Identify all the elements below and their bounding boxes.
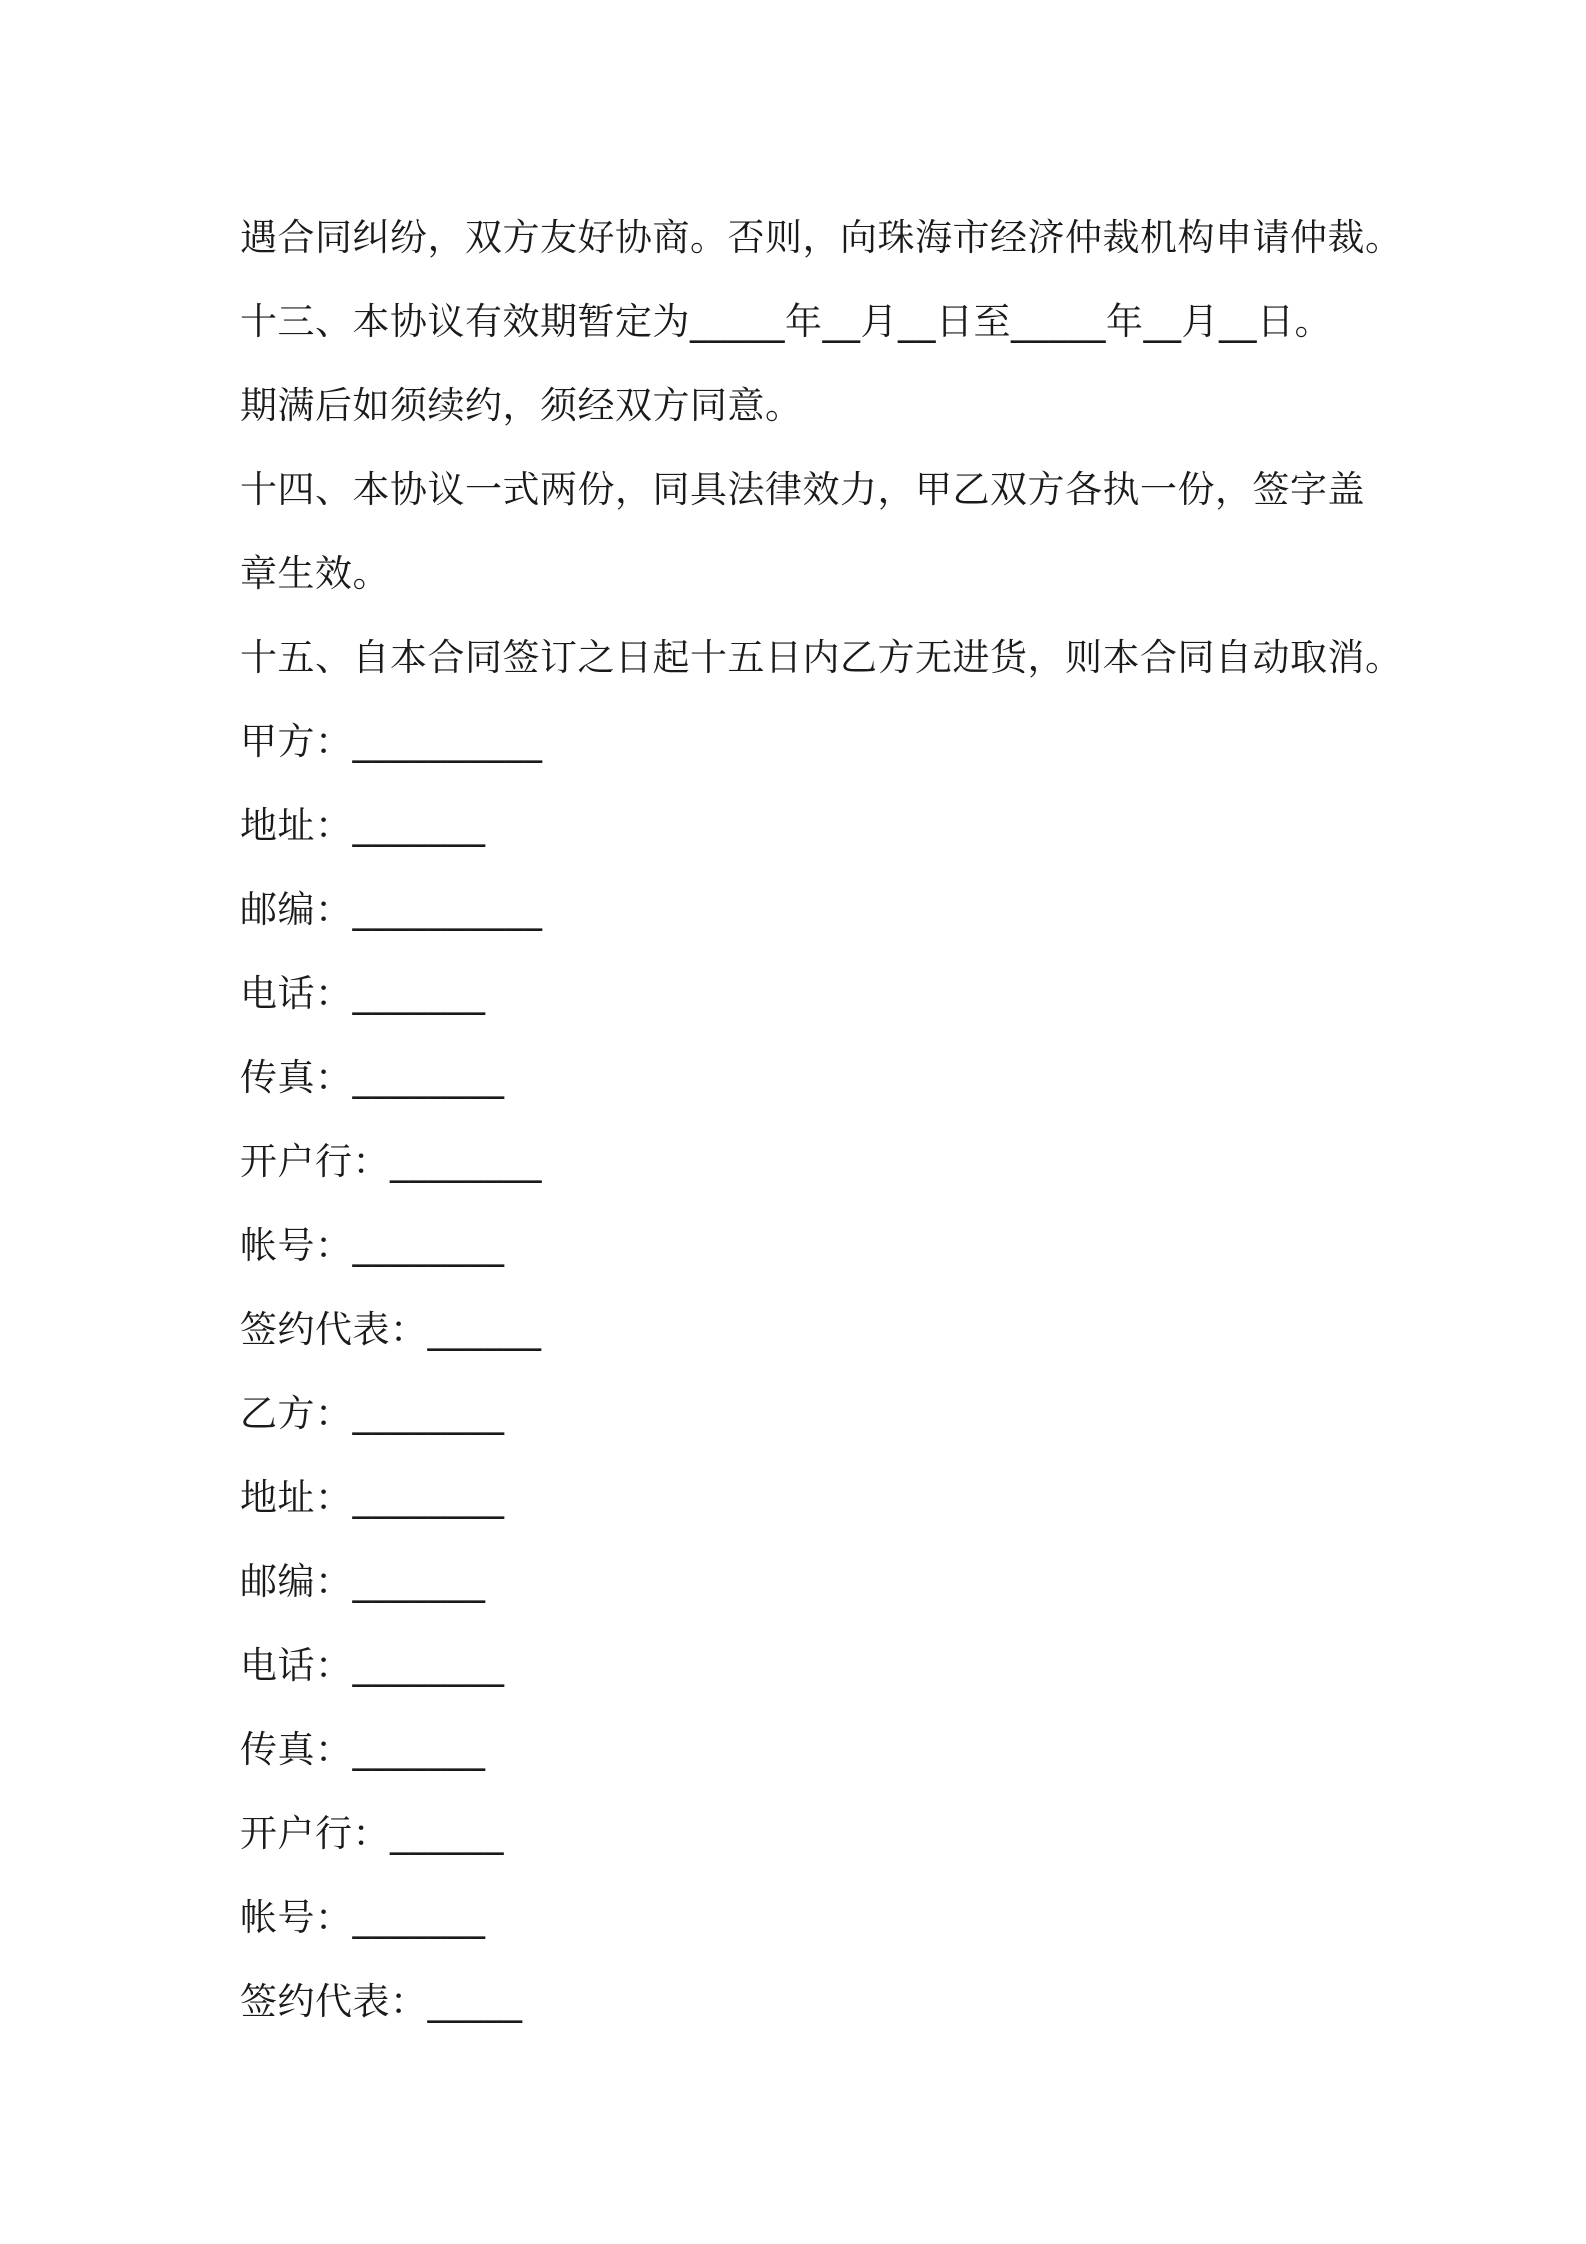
party-b-bank-field: 开户行：______ [240, 1812, 504, 1855]
clause-13-validity: 十三、本协议有效期暂定为_____年__月__日至_____年__月__日。 [240, 300, 1332, 343]
clause-14-copies: 十四、本协议一式两份，同具法律效力，甲乙双方各执一份，签字盖 [240, 468, 1365, 511]
clause-14-effect: 章生效。 [240, 552, 390, 595]
party-b-representative-field: 签约代表：_____ [240, 1980, 523, 2023]
party-b-account-field: 帐号：_______ [240, 1896, 486, 1939]
party-b-postcode-field: 邮编：_______ [240, 1560, 486, 1603]
party-b-fax-field: 传真：_______ [240, 1728, 486, 1771]
party-b-phone-field: 电话：________ [240, 1644, 505, 1687]
party-b-address-field: 地址：________ [240, 1476, 505, 1519]
party-a-address-field: 地址：_______ [240, 804, 486, 847]
clause-disputes: 遇合同纠纷，双方友好协商。否则，向珠海市经济仲裁机构申请仲裁。 [240, 216, 1403, 259]
clause-13-renewal: 期满后如须续约，须经双方同意。 [240, 384, 803, 427]
party-a-bank-field: 开户行：________ [240, 1140, 542, 1183]
document-body [240, 196, 1403, 2044]
clause-15-cancellation: 十五、自本合同签订之日起十五日内乙方无进货，则本合同自动取消。 [240, 636, 1403, 679]
party-a-account-field: 帐号：________ [240, 1224, 505, 1267]
party-a-postcode-field: 邮编：__________ [240, 888, 543, 931]
party-a-fax-field: 传真：________ [240, 1056, 505, 1099]
party-a-representative-field: 签约代表：______ [240, 1308, 542, 1351]
party-b-name-field: 乙方：________ [240, 1392, 505, 1435]
party-a-name-field: 甲方：__________ [240, 720, 543, 763]
party-a-phone-field: 电话：_______ [240, 972, 486, 1015]
